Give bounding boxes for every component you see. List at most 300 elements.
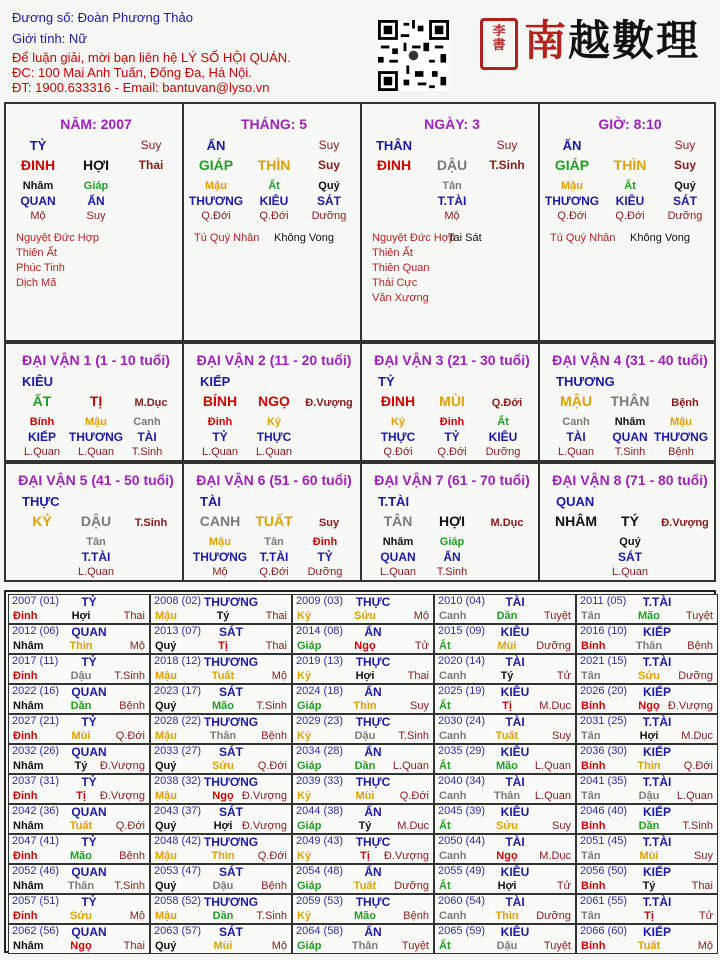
dai-van-hidden-state: T.Sinh <box>131 446 163 458</box>
year-stem: Đinh <box>13 910 38 922</box>
dai-van-hidden-state: Q.Đới <box>383 446 413 458</box>
pillar-hidden-state: Mộ <box>444 210 460 222</box>
year-state: T.Sinh <box>398 730 429 742</box>
dai-van-hidden-stem: Đinh <box>207 416 233 428</box>
year-state: M.Dục <box>397 820 429 832</box>
year-state: M.Dục <box>681 730 713 742</box>
year-branch: Tý <box>74 760 88 772</box>
year-cell[interactable] <box>576 594 718 624</box>
year-cell[interactable] <box>576 774 718 804</box>
year-ten-god: ẤN <box>364 685 382 699</box>
year-label: 2038 (32) <box>154 775 202 787</box>
year-branch: Sửu <box>495 820 519 832</box>
year-cell[interactable] <box>292 834 434 864</box>
pillar-hidden-state: Dưỡng <box>667 210 703 222</box>
year-cell[interactable] <box>150 774 292 804</box>
year-cell[interactable] <box>8 654 150 684</box>
pillar-title: NĂM: 2007 <box>60 116 132 132</box>
year-state: M.Dục <box>539 850 571 862</box>
pillar-hidden-god: KIÊU <box>259 194 289 208</box>
year-cell[interactable] <box>292 624 434 654</box>
year-label: 2056 (50) <box>580 865 628 877</box>
pillar-star: Phúc Tinh <box>16 262 65 274</box>
year-state: Q.Đới <box>683 760 713 772</box>
year-cell[interactable] <box>8 804 150 834</box>
year-stem: Mậu <box>155 610 177 622</box>
year-label: 2052 (46) <box>12 865 60 877</box>
year-stem: Canh <box>439 610 467 622</box>
pillar-hidden-god: ẤN <box>87 194 105 208</box>
dai-van-hidden-stem: Bính <box>29 416 55 428</box>
dai-van-hidden-state: Q.Đới <box>437 446 467 458</box>
year-state: Bệnh <box>687 640 713 652</box>
year-stem: Canh <box>439 790 467 802</box>
year-branch: Dần <box>70 700 92 712</box>
pillar-growth-state: Suy <box>496 138 518 152</box>
dai-van-title: ĐẠI VẬN 3 (21 - 30 tuổi) <box>374 352 530 368</box>
red-seal-stamp: 李 書 <box>480 18 518 70</box>
year-state: T.Sinh <box>256 700 287 712</box>
year-stem: Bính <box>581 760 606 772</box>
year-branch: Thân <box>635 640 663 652</box>
pillar-hidden-stem: Nhâm <box>22 180 54 192</box>
year-branch: Ngọ <box>212 790 234 802</box>
dai-van-hidden-god: THỰC <box>256 430 292 444</box>
year-stem: Bính <box>581 640 606 652</box>
year-cell[interactable] <box>576 744 718 774</box>
dai-van-hidden-god: THƯƠNG <box>192 550 248 564</box>
year-branch: Mùi <box>497 640 517 652</box>
year-cell[interactable] <box>576 924 718 954</box>
year-state: Dưỡng <box>394 880 429 892</box>
year-cell[interactable] <box>150 924 292 954</box>
pillar-star: Thiên Ất <box>372 247 413 259</box>
dai-van-hidden-state: L.Quan <box>611 566 649 578</box>
pillar-title: NGÀY: 3 <box>424 116 480 132</box>
year-ten-god: TÀI <box>505 715 525 729</box>
year-branch: Tuất <box>211 670 235 682</box>
pillar-heavenly-stem: ĐINH <box>376 157 412 173</box>
pillar-ten-god: ẤN <box>562 138 582 153</box>
year-branch: Ngọ <box>496 850 518 862</box>
pillar-ten-god: ẤN <box>206 138 226 153</box>
year-state: L.Quan <box>534 760 571 772</box>
dai-van-state: Đ.Vượng <box>661 517 709 529</box>
year-stem: Tân <box>581 730 601 742</box>
year-cell[interactable] <box>434 594 576 624</box>
year-cell[interactable] <box>434 744 576 774</box>
year-cell[interactable] <box>292 894 434 924</box>
pillar-growth-state: Suy <box>140 138 162 152</box>
dai-van-hidden-stem: Đinh <box>439 416 465 428</box>
year-stem: Quý <box>155 820 177 832</box>
year-branch: Sửu <box>637 670 661 682</box>
year-label: 2060 (54) <box>438 895 486 907</box>
dai-van-hidden-god: TÀI <box>566 430 586 444</box>
year-cell[interactable] <box>576 684 718 714</box>
year-state: T.Sinh <box>256 910 287 922</box>
year-state: L.Quan <box>676 790 713 802</box>
year-label: 2037 (31) <box>12 775 60 787</box>
year-label: 2058 (52) <box>154 895 202 907</box>
year-ten-god: T.TÀI <box>642 775 672 789</box>
year-state: Mộ <box>129 910 145 922</box>
pillar-stem-state: Thai <box>138 158 164 172</box>
pillar-hidden-state: Q.Đới <box>201 210 231 222</box>
year-cell[interactable] <box>150 744 292 774</box>
year-state: Tử <box>698 910 713 922</box>
year-label: 2029 (23) <box>296 715 344 727</box>
year-branch: Thìn <box>353 700 377 712</box>
year-state: Đ.Vượng <box>241 790 287 802</box>
year-cell[interactable] <box>576 894 718 924</box>
subject-name: Đương số: Đoàn Phương Thảo <box>12 10 193 25</box>
year-stem: Nhâm <box>13 940 44 952</box>
year-label: 2009 (03) <box>296 595 344 607</box>
pillar-star: Thiên Quan <box>372 262 430 274</box>
year-cell[interactable] <box>150 714 292 744</box>
year-cell[interactable] <box>576 654 718 684</box>
year-stem: Canh <box>439 730 467 742</box>
year-state: Đ.Vượng <box>241 820 287 832</box>
pillar-hidden-stem: Mậu <box>205 180 227 192</box>
year-label: 2008 (02) <box>154 595 202 607</box>
dai-van-title: ĐẠI VẬN 5 (41 - 50 tuổi) <box>18 472 174 488</box>
year-label: 2061 (55) <box>580 895 628 907</box>
year-stem: Bính <box>581 700 606 712</box>
dai-van-ten-god: TỶ <box>378 374 395 389</box>
year-label: 2049 (43) <box>296 835 344 847</box>
pillar-stem-state: Suy <box>317 158 341 172</box>
dai-van-branch: TUẤT <box>255 513 293 529</box>
year-cell[interactable] <box>576 834 718 864</box>
year-label: 2018 (12) <box>154 655 202 667</box>
dai-van-hidden-god: THỰC <box>380 430 416 444</box>
year-label: 2065 (59) <box>438 925 486 937</box>
dai-van-state: M.Dục <box>134 397 168 409</box>
year-state: Tử <box>414 640 429 652</box>
qr-code-icon[interactable] <box>378 20 449 91</box>
year-stem: Quý <box>155 760 177 772</box>
year-cell[interactable] <box>576 714 718 744</box>
year-cell[interactable] <box>434 684 576 714</box>
dai-van-ten-god: TÀI <box>200 494 221 509</box>
year-label: 2047 (41) <box>12 835 60 847</box>
year-ten-god: QUAN <box>71 625 107 639</box>
year-branch: Thìn <box>637 760 661 772</box>
year-branch: Hợi <box>355 670 375 682</box>
year-ten-god: TỶ <box>81 835 97 849</box>
year-ten-god: TÀI <box>505 655 525 669</box>
year-stem: Tân <box>581 910 601 922</box>
dai-van-state: Q.Đới <box>491 397 523 409</box>
year-stem: Quý <box>155 940 177 952</box>
dai-van-title: ĐẠI VẬN 1 (1 - 10 tuổi) <box>22 352 170 368</box>
year-cell[interactable] <box>434 924 576 954</box>
year-stem: Ất <box>439 880 451 892</box>
year-branch: Ngọ <box>354 640 376 652</box>
dai-van-box <box>182 462 362 582</box>
year-cell[interactable] <box>434 834 576 864</box>
year-label: 2062 (56) <box>12 925 60 937</box>
year-cell[interactable] <box>576 864 718 894</box>
year-cell[interactable] <box>434 864 576 894</box>
year-state: Q.Đới <box>115 730 145 742</box>
year-stem: Canh <box>439 850 467 862</box>
dai-van-branch: NGỌ <box>258 393 290 409</box>
year-cell[interactable] <box>434 714 576 744</box>
pillar-hidden-god: QUAN <box>20 194 56 208</box>
year-branch: Sửu <box>353 610 377 622</box>
year-cell[interactable] <box>150 834 292 864</box>
year-label: 2007 (01) <box>12 595 60 607</box>
year-cell[interactable] <box>434 624 576 654</box>
year-cell[interactable] <box>150 684 292 714</box>
year-cell[interactable] <box>8 714 150 744</box>
pillar-extra-star: Tai Sát <box>448 232 482 244</box>
year-cell[interactable] <box>434 894 576 924</box>
year-ten-god: ẤN <box>364 745 382 759</box>
dai-van-stem: KỶ <box>32 513 52 529</box>
year-state: Q.Đới <box>257 850 287 862</box>
year-label: 2021 (15) <box>580 655 628 667</box>
dai-van-ten-god: QUAN <box>556 494 595 509</box>
year-label: 2011 (05) <box>580 595 627 607</box>
year-label: 2028 (22) <box>154 715 202 727</box>
dai-van-stem: TÂN <box>383 513 413 529</box>
dai-van-hidden-state: L.Quan <box>23 446 61 458</box>
year-state: Suy <box>552 730 571 742</box>
contact-invite: Để luận giải, mời bạn liên hệ LÝ SỐ HỘI QUÁN. <box>12 50 291 65</box>
year-stem: Mậu <box>155 910 177 922</box>
year-stem: Quý <box>155 640 177 652</box>
year-label: 2046 (40) <box>580 805 628 817</box>
dai-van-hidden-state: Mộ <box>212 566 228 578</box>
year-ten-god: T.TÀI <box>642 835 672 849</box>
year-state: Bệnh <box>261 730 287 742</box>
year-cell[interactable] <box>150 594 292 624</box>
dai-van-ten-god: KIÊU <box>22 374 54 389</box>
year-label: 2036 (30) <box>580 745 628 757</box>
dai-van-branch: MÙI <box>439 393 465 409</box>
year-state: Suy <box>410 700 429 712</box>
year-cell[interactable] <box>150 654 292 684</box>
year-state: L.Quan <box>392 760 429 772</box>
year-cell[interactable] <box>292 594 434 624</box>
year-cell[interactable] <box>8 594 150 624</box>
year-label: 2039 (33) <box>296 775 344 787</box>
subject-gender: Giới tính: Nữ <box>12 31 88 46</box>
year-ten-god: SÁT <box>219 925 243 939</box>
dai-van-hidden-state: L.Quan <box>255 446 293 458</box>
year-label: 2057 (51) <box>12 895 60 907</box>
year-cell[interactable] <box>8 684 150 714</box>
dai-van-hidden-state: Q.Đới <box>259 566 289 578</box>
year-state: Q.Đới <box>399 790 429 802</box>
dai-van-ten-god: THỰC <box>22 494 60 509</box>
year-cell[interactable] <box>150 864 292 894</box>
year-state: Thai <box>123 610 145 622</box>
dai-van-hidden-state: L.Quan <box>557 446 595 458</box>
year-label: 2020 (14) <box>438 655 486 667</box>
pillar-box <box>4 102 184 342</box>
dai-van-hidden-state: Bệnh <box>668 446 694 458</box>
year-label: 2066 (60) <box>580 925 628 937</box>
year-branch: Tị <box>644 910 654 922</box>
dai-van-ten-god: THƯƠNG <box>556 374 615 389</box>
year-state: Mộ <box>129 640 145 652</box>
year-ten-god: QUAN <box>71 805 107 819</box>
year-cell[interactable] <box>434 774 576 804</box>
year-cell[interactable] <box>292 654 434 684</box>
year-stem: Ất <box>439 640 451 652</box>
year-label: 2033 (27) <box>154 745 202 757</box>
year-state: Dưỡng <box>536 910 571 922</box>
dai-van-hidden-stem: Ất <box>497 416 509 428</box>
year-branch: Ngọ <box>70 940 92 952</box>
dai-van-branch: THÂN <box>610 393 650 409</box>
year-label: 2045 (39) <box>438 805 486 817</box>
year-cell[interactable] <box>8 744 150 774</box>
year-ten-god: THƯƠNG <box>203 775 259 789</box>
year-state: Đ.Vượng <box>99 790 145 802</box>
year-cell[interactable] <box>8 864 150 894</box>
year-stem: Ất <box>439 700 451 712</box>
year-ten-god: SÁT <box>219 745 243 759</box>
pillar-earthly-branch: THÌN <box>613 157 647 173</box>
dai-van-hidden-state: L.Quan <box>77 566 115 578</box>
year-state: Mộ <box>271 940 287 952</box>
year-cell[interactable] <box>8 894 150 924</box>
year-stem: Canh <box>439 670 467 682</box>
pillar-box <box>538 102 716 342</box>
year-state: Suy <box>694 850 713 862</box>
dai-van-title: ĐẠI VẬN 7 (61 - 70 tuổi) <box>374 472 530 488</box>
pillar-growth-state: Suy <box>318 138 340 152</box>
year-branch: Mão <box>638 610 660 622</box>
year-cell[interactable] <box>8 834 150 864</box>
pillar-star: Thiên Ất <box>16 247 57 259</box>
year-label: 2050 (44) <box>438 835 486 847</box>
year-cell[interactable] <box>292 684 434 714</box>
year-cell[interactable] <box>292 864 434 894</box>
dai-van-hidden-god: QUAN <box>612 430 648 444</box>
year-stem: Ất <box>439 820 451 832</box>
year-branch: Sửu <box>69 910 93 922</box>
year-stem: Giáp <box>297 700 322 712</box>
year-ten-god: KIÊU <box>500 745 530 759</box>
year-ten-god: TỶ <box>81 655 97 669</box>
year-label: 2051 (45) <box>580 835 628 847</box>
dai-van-hidden-state: L.Quan <box>379 566 417 578</box>
year-stem: Đinh <box>13 610 38 622</box>
dai-van-hidden-stem: Nhâm <box>614 416 646 428</box>
year-label: 2063 (57) <box>154 925 202 937</box>
header <box>0 0 720 100</box>
year-cell[interactable] <box>8 624 150 654</box>
year-ten-god: TỶ <box>81 895 97 909</box>
year-branch: Tị <box>76 790 86 802</box>
year-label: 2012 (06) <box>12 625 60 637</box>
year-cell[interactable] <box>150 804 292 834</box>
year-cell[interactable] <box>150 624 292 654</box>
dai-van-title: ĐẠI VẬN 6 (51 - 60 tuổi) <box>196 472 352 488</box>
dai-van-hidden-god: ẤN <box>443 550 461 564</box>
year-stem: Đinh <box>13 850 38 862</box>
year-cell[interactable] <box>8 774 150 804</box>
pillar-star: Văn Xương <box>372 292 429 304</box>
dai-van-hidden-state: Dưỡng <box>307 566 343 578</box>
year-stem: Mậu <box>155 790 177 802</box>
year-branch: Dậu <box>212 880 234 892</box>
year-state: Tuyệt <box>543 610 571 622</box>
year-ten-god: THƯƠNG <box>203 895 259 909</box>
dai-van-hidden-god: THƯƠNG <box>653 430 709 444</box>
dai-van-ten-god: KIẾP <box>200 374 231 389</box>
year-state: Bệnh <box>119 700 145 712</box>
year-stem: Kỷ <box>297 610 312 622</box>
year-stem: Mậu <box>155 730 177 742</box>
year-label: 2019 (13) <box>296 655 344 667</box>
year-cell[interactable] <box>434 804 576 834</box>
year-branch: Mão <box>70 850 92 862</box>
year-branch: Thân <box>351 940 379 952</box>
year-ten-god: ẤN <box>364 625 382 639</box>
pillar-star: Nguyệt Đức Hợp <box>372 232 456 244</box>
dai-van-hidden-state: T.Sinh <box>436 566 468 578</box>
year-label: 2041 (35) <box>580 775 628 787</box>
year-cell[interactable] <box>292 924 434 954</box>
year-cell[interactable] <box>150 894 292 924</box>
year-state: Tuyệt <box>685 610 713 622</box>
year-branch: Tị <box>218 640 228 652</box>
pillar-hidden-god: THƯƠNG <box>544 194 600 208</box>
year-cell[interactable] <box>292 744 434 774</box>
year-label: 2059 (53) <box>296 895 344 907</box>
dai-van-hidden-god: SÁT <box>618 550 642 564</box>
pillar-ten-god: THÂN <box>375 138 413 153</box>
dai-van-stem: BÍNH <box>202 393 238 409</box>
dai-van-state: T.Sinh <box>134 517 168 529</box>
pillar-extra-star: Không Vong <box>630 232 690 244</box>
year-cell[interactable] <box>576 804 718 834</box>
dai-van-title: ĐẠI VẬN 8 (71 - 80 tuổi) <box>552 472 708 488</box>
year-branch: Tị <box>502 700 512 712</box>
year-state: T.Sinh <box>114 880 145 892</box>
year-cell[interactable] <box>434 654 576 684</box>
year-ten-god: TÀI <box>505 835 525 849</box>
dai-van-hidden-stem: Canh <box>133 416 161 428</box>
year-cell[interactable] <box>292 774 434 804</box>
dai-van-hidden-stem: Kỷ <box>266 416 282 428</box>
year-branch: Thìn <box>495 910 519 922</box>
year-cell[interactable] <box>292 714 434 744</box>
pillar-hidden-state: Dưỡng <box>311 210 347 222</box>
year-state: L.Quan <box>534 790 571 802</box>
dai-van-stem: ẤT <box>32 393 52 409</box>
year-cell[interactable] <box>292 804 434 834</box>
pillar-box <box>182 102 362 342</box>
dai-van-stem: ĐINH <box>380 393 416 409</box>
year-cell[interactable] <box>576 624 718 654</box>
year-ten-god: TÀI <box>505 775 525 789</box>
year-label: 2025 (19) <box>438 685 486 697</box>
pillar-star: Dịch Mã <box>16 277 57 289</box>
year-branch: Mão <box>212 700 234 712</box>
year-branch: Thìn <box>69 640 93 652</box>
dai-van-box <box>4 462 184 582</box>
year-cell[interactable] <box>8 924 150 954</box>
